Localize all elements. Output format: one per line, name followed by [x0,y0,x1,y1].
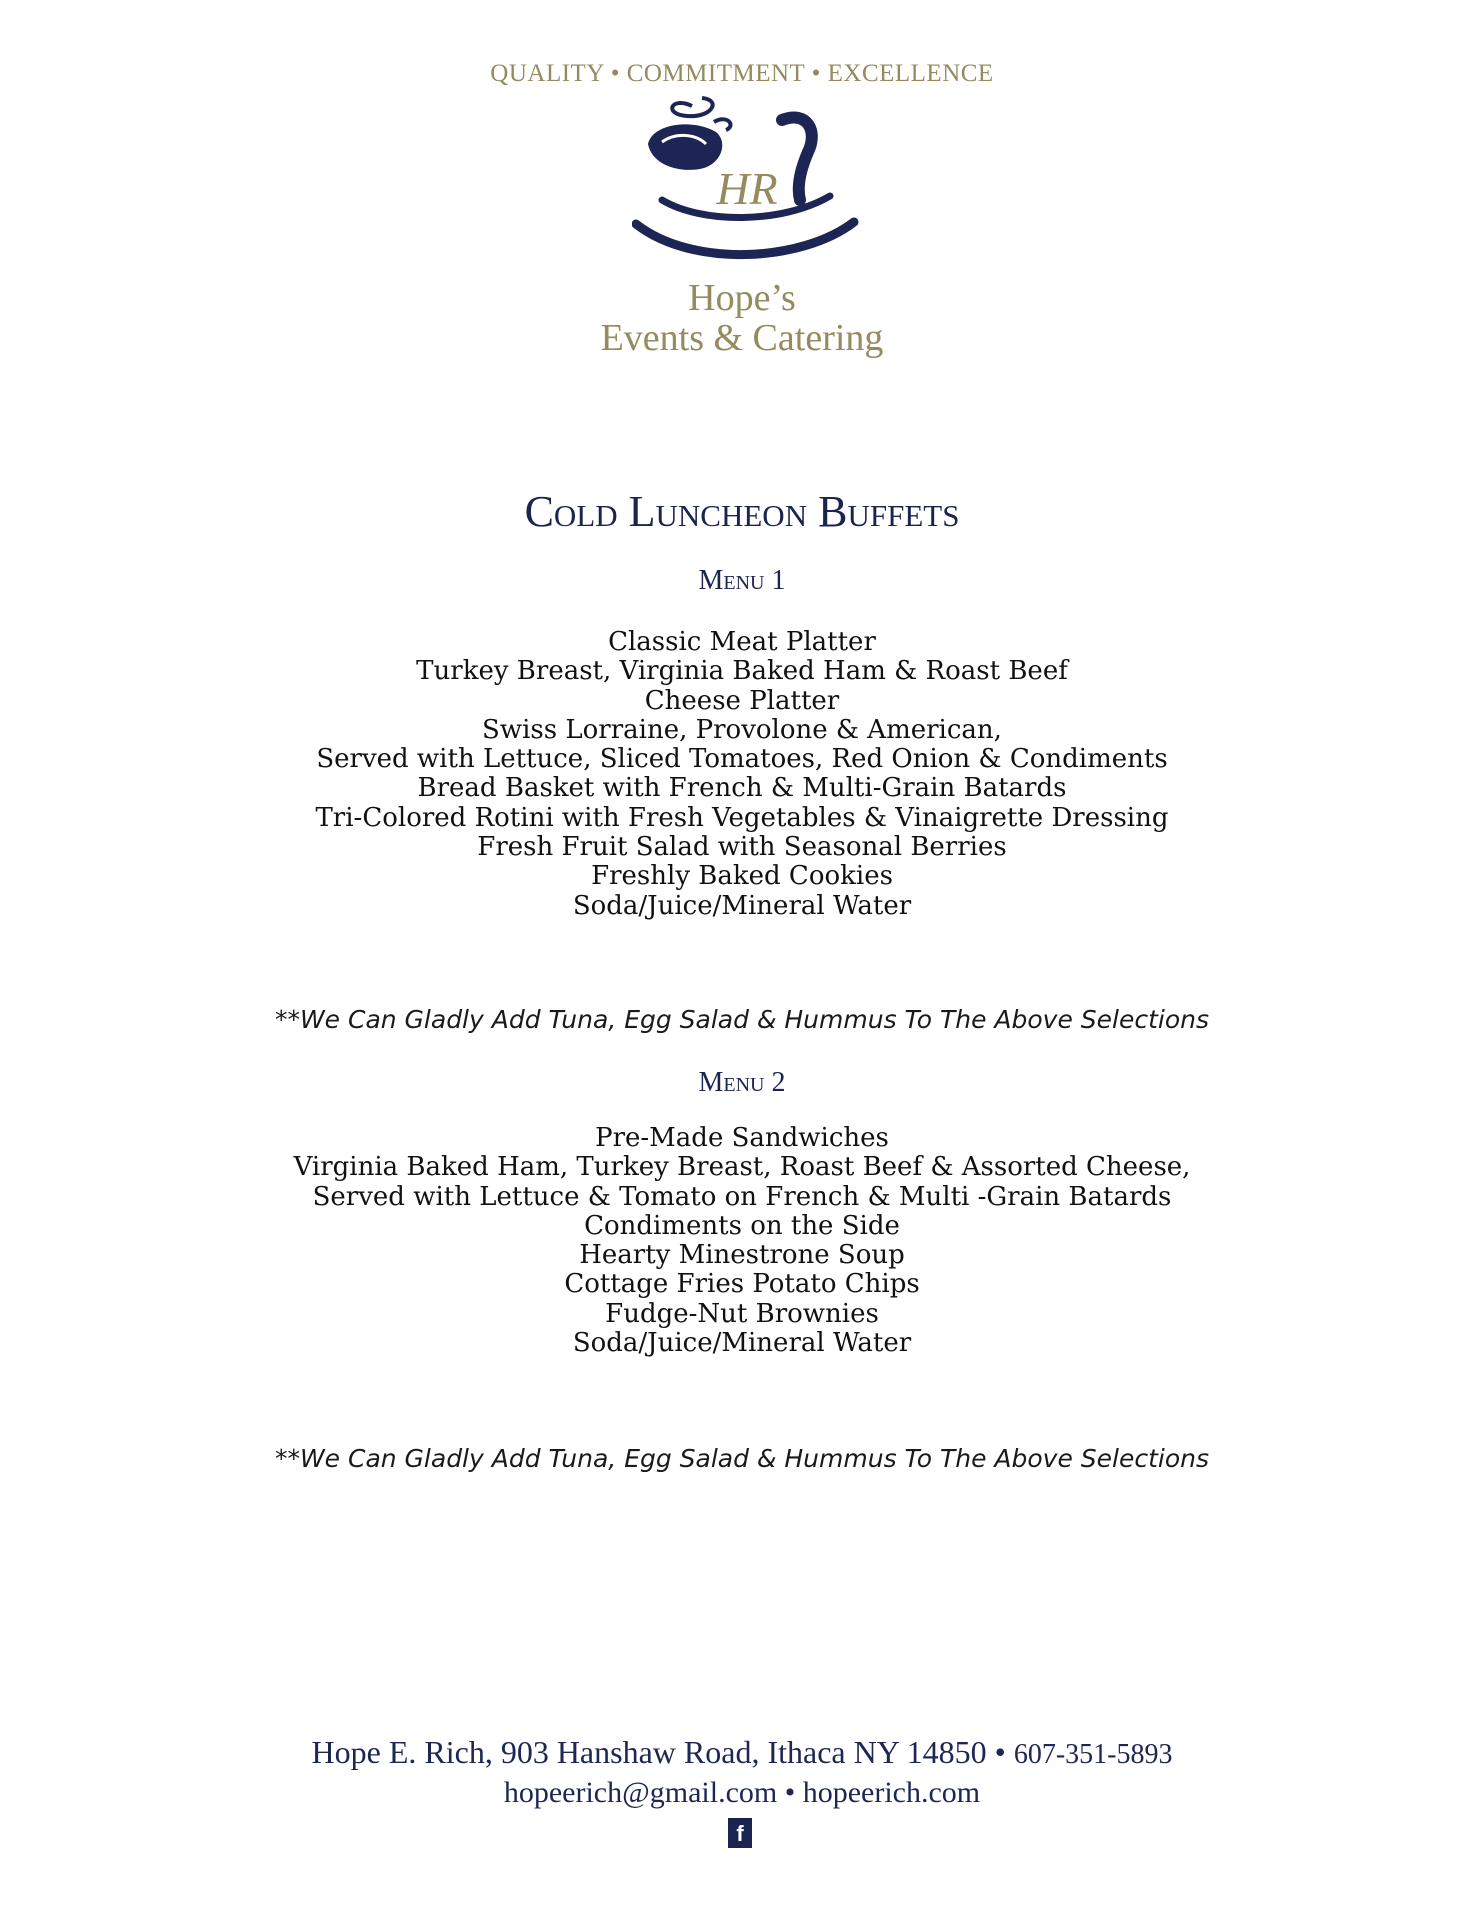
menu-item: Cheese Platter [644,685,840,716]
logo-monogram: HR [716,163,778,214]
footer-contact-links[interactable]: hopeerich@gmail.com • hopeerich.com [503,1776,981,1809]
facebook-icon[interactable]: f [728,1818,752,1848]
menu-item: Fudge-Nut Brownies [605,1298,879,1329]
menu-item: Fresh Fruit Salad with Seasonal Berries [477,832,1007,863]
footer-address-line [0,1734,1484,1771]
menu-item: Swiss Lorraine, Provolone & American, [482,714,1002,745]
menu-item: Cottage Fries Potato Chips [564,1269,920,1300]
logo-saucer-arc [636,222,854,255]
brand-line-1: Hope’s [688,277,796,319]
footer-phone[interactable]: 607-351-5893 [1013,1739,1173,1770]
logo-steam-swirl [714,119,730,130]
menu-item: Turkey Breast, Virginia Baked Ham & Roast Beef [416,656,1068,687]
menu-item: Hearty Minestrone Soup [579,1240,905,1271]
brand-line-2: Events & Catering [600,317,884,359]
menu-item: Soda/Juice/Mineral Water [572,890,912,921]
menu-item: Served with Lettuce, Sliced Tomatoes, Red Onion & Condiments [316,744,1168,775]
logo-cup [648,124,722,170]
menu-item: Soda/Juice/Mineral Water [572,1328,912,1359]
logo-handle [782,118,812,200]
brand-name [0,278,1484,358]
menu-item: Virginia Baked Ham, Turkey Breast, Roast Beef & Assorted Cheese, [293,1152,1191,1183]
menu-item: Bread Basket with French & Multi-Grain Batards [417,773,1067,804]
menu-item: Classic Meat Platter [608,627,876,657]
footer-address: Hope E. Rich, 903 Hanshaw Road, Ithaca NY 14850 • [311,1734,1014,1770]
menu-item: Condiments on the Side [584,1210,900,1241]
menu-2-heading: Menu 2 [698,1067,786,1098]
menu-2-note: **We Can Gladly Add Tuna, Egg Salad & Hummus To The Above Selections [274,1444,1210,1473]
menu-item: Pre-Made Sandwiches [595,1123,889,1153]
menu-item: Served with Lettuce & Tomato on French & Multi -Grain Batards [312,1181,1172,1212]
logo [632,92,862,278]
logo-steam-swirl [672,98,712,116]
menu-item: Tri-Colored Rotini with Fresh Vegetables & Vinaigrette Dressing [315,802,1169,833]
menu-1-items [0,628,1484,921]
tagline: QUALITY • COMMITMENT • EXCELLENCE [490,60,994,87]
menu-item: Freshly Baked Cookies [591,861,893,892]
menu-1-heading: Menu 1 [698,565,786,596]
page-title: Cold Luncheon Buffets [524,487,960,536]
menu-2-items [0,1124,1484,1358]
menu-1-note: **We Can Gladly Add Tuna, Egg Salad & Hummus To The Above Selections [274,1005,1210,1034]
